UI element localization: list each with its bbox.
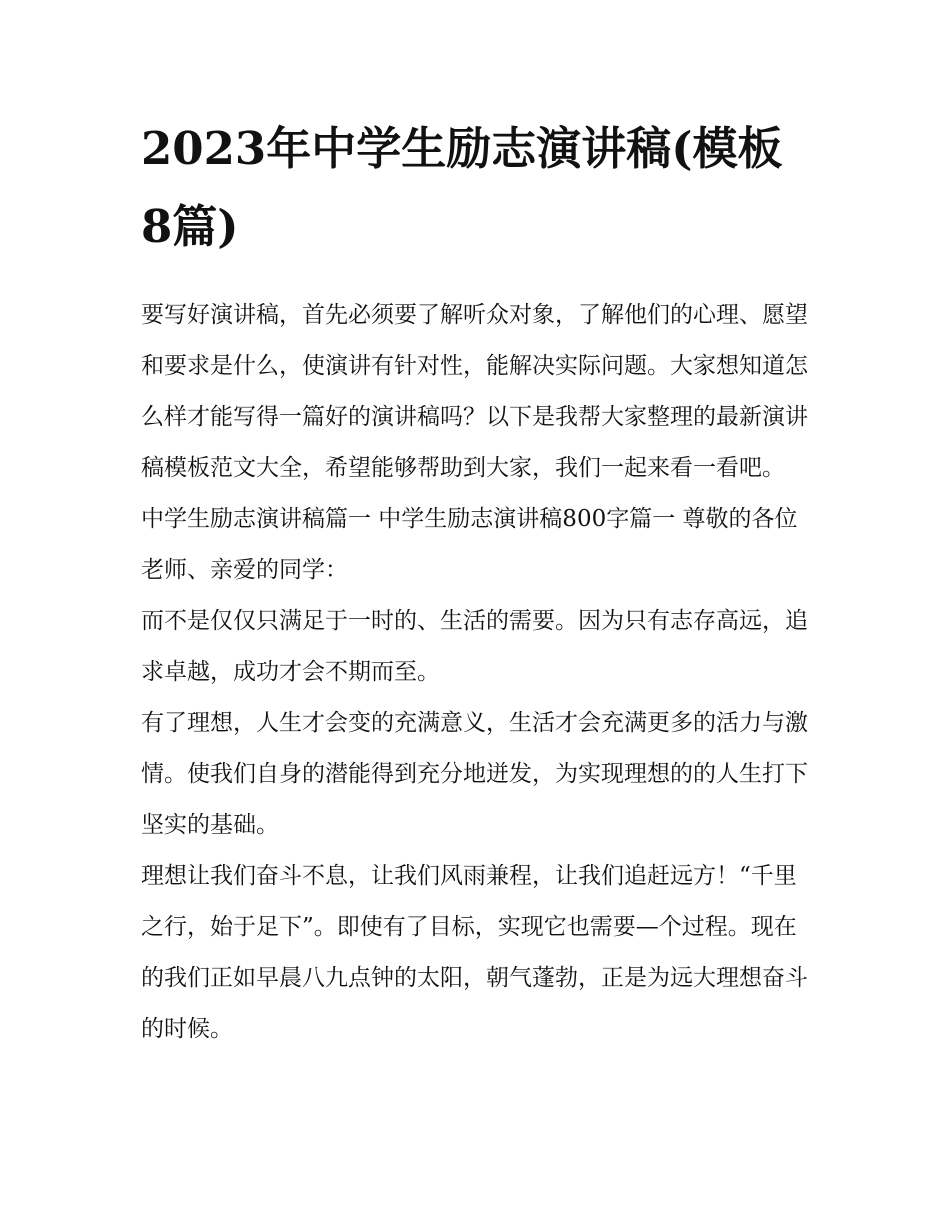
paragraph-striving: 理想让我们奋斗不息，让我们风雨兼程，让我们追赶远方！“千里之行，始于足下”。即使有了目标，实现它也需要—个过程。现在的我们正如早晨八九点钟的太阳，朝气蓬勃，正是为远大理想奋斗的时候。	[141, 863, 808, 1042]
document-content	[141, 110, 813, 1055]
paragraph-ambition: 而不是仅仅只满足于一时的、生活的需要。因为只有志存高远，追求卓越，成功才会不期而至。	[141, 608, 808, 685]
paragraph-intro: 要写好演讲稿，首先必须要了解听众对象，了解他们的心理、愿望和要求是什么，使演讲有针对性，能解决实际问题。大家想知道怎么样才能写得一篇好的演讲稿吗？以下是我帮大家整理的最新演讲稿模板范文大全，希望能够帮助到大家，我们一起来看一看吧。	[141, 302, 808, 481]
document-title: 2023年中学生励志演讲稿(模板8篇)	[141, 122, 783, 253]
document-body	[141, 290, 813, 1055]
paragraph-ideals: 有了理想，人生才会变的充满意义，生活才会充满更多的活力与激情。使我们自身的潜能得到充分地迸发，为实现理想的的人生打下坚实的基础。	[141, 710, 808, 838]
paragraph-salutation: 中学生励志演讲稿篇一 中学生励志演讲稿800字篇一 尊敬的各位老师、亲爱的同学：	[141, 506, 798, 583]
